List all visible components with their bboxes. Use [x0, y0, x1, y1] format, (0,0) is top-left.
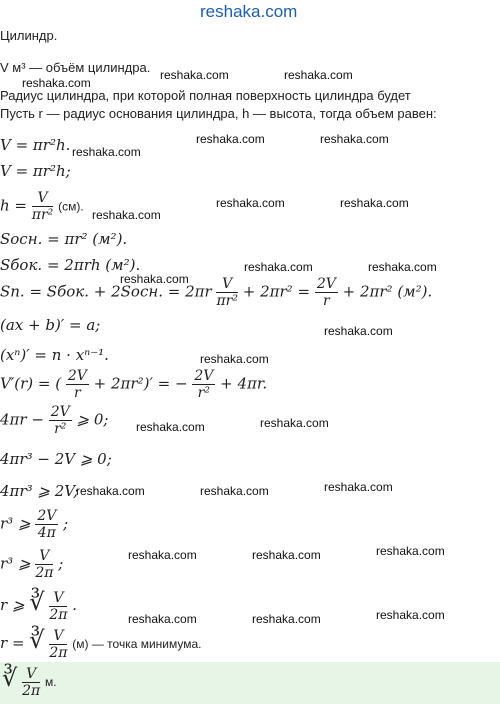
- formula-part: r³ ⩾: [0, 554, 31, 573]
- denominator: r: [322, 293, 330, 309]
- denominator: 2π: [49, 606, 68, 623]
- numerator: V: [35, 548, 53, 565]
- fraction: [49, 628, 67, 661]
- watermark: reshaka.com: [324, 324, 393, 338]
- fraction: [216, 276, 238, 309]
- formula-base-area: Sосн. = πr² (м²).: [0, 230, 128, 248]
- watermark: reshaka.com: [376, 608, 445, 622]
- inequality-5: [0, 548, 63, 581]
- minimum-note: (м) — точка минимума.: [72, 637, 202, 651]
- watermark: reshaka.com: [120, 272, 189, 286]
- answer: [2, 664, 57, 699]
- let-text: Пусть r — радиус основания цилиндра, h — высота, тогда объем равен:: [0, 106, 437, 121]
- formula-volume-repeat: V = πr²h;: [0, 162, 71, 180]
- watermark: reshaka.com: [368, 260, 437, 274]
- formula-part: 4πr −: [0, 410, 44, 429]
- fraction: [22, 666, 40, 699]
- denominator: 2π: [49, 644, 68, 661]
- numerator: 2V: [67, 368, 87, 384]
- fraction: [35, 548, 53, 581]
- formula-part: Sп. = Sбок. + 2Sосн. = 2πr: [0, 282, 212, 301]
- numerator: 2V: [316, 276, 336, 292]
- watermark: reshaka.com: [260, 416, 329, 430]
- formula-part: ⩾ 0;: [76, 410, 109, 429]
- denominator: r²: [54, 421, 67, 437]
- cube-root-sign: ∛: [29, 588, 45, 616]
- formula-part: r ⩾: [0, 596, 25, 614]
- watermark: reshaka.com: [244, 260, 313, 274]
- formula-side-area: Sбок. = 2πrh (м²).: [0, 256, 141, 274]
- formula-part: + 2πr² =: [242, 282, 311, 301]
- watermark: reshaka.com: [22, 76, 91, 90]
- fraction: [35, 508, 58, 541]
- formula-part: + 2πr²)′ = −: [93, 374, 188, 393]
- formula-lhs: h =: [0, 196, 27, 215]
- formula-v-derivative: [0, 368, 267, 401]
- formula-part: r³ ⩾: [0, 514, 31, 533]
- fraction: [66, 368, 89, 401]
- denominator: πr²: [216, 293, 238, 309]
- watermark: reshaka.com: [160, 68, 229, 82]
- denominator: 2π: [35, 565, 54, 581]
- minimum-point: [0, 626, 202, 661]
- inequality-6: [0, 588, 77, 623]
- numerator: 2V: [194, 368, 214, 384]
- formula-part: ;: [58, 554, 64, 573]
- numerator: V: [22, 666, 40, 683]
- inequality-4: [0, 508, 68, 541]
- denominator: 4π: [37, 525, 56, 541]
- cube-root-sign: ∛: [29, 626, 45, 654]
- inequality-2: 4πr³ − 2V ⩾ 0;: [0, 450, 112, 468]
- formula-full-area: [0, 276, 432, 309]
- formula-part: r =: [0, 634, 25, 652]
- watermark: reshaka.com: [136, 420, 205, 434]
- numerator: V: [49, 628, 67, 645]
- watermark: reshaka.com: [200, 484, 269, 498]
- cube-root-sign: ∛: [2, 664, 18, 692]
- watermark: reshaka.com: [128, 548, 197, 562]
- watermark: reshaka.com: [200, 352, 269, 366]
- denominator: r²: [197, 385, 210, 401]
- watermark: reshaka.com: [76, 484, 145, 498]
- formula-power-derivative: (xⁿ)′ = n · xⁿ⁻¹.: [0, 346, 109, 364]
- watermark: reshaka.com: [92, 208, 161, 222]
- denominator: πr²: [31, 207, 54, 223]
- watermark: reshaka.com: [340, 196, 409, 210]
- unit: (см).: [58, 199, 84, 214]
- inequality-3: 4πr³ ⩾ 2V;: [0, 482, 79, 500]
- given-text: V м³ — объём цилиндра.: [0, 60, 151, 75]
- watermark: reshaka.com: [376, 544, 445, 558]
- formula-height: [0, 190, 84, 223]
- numerator: V: [216, 276, 238, 293]
- formula-part: + 2πr² (м²).: [342, 282, 433, 301]
- watermark: reshaka.com: [252, 548, 321, 562]
- fraction: [192, 368, 215, 401]
- formula-linear-derivative: (ax + b)′ = a;: [0, 316, 101, 334]
- numerator: 2V: [37, 508, 57, 524]
- formula-part: + 4πr.: [220, 374, 268, 393]
- fraction: [315, 276, 338, 309]
- numerator: V: [32, 190, 54, 207]
- watermark: reshaka.com: [72, 145, 141, 159]
- inequality-1: [0, 404, 108, 437]
- site-watermark-top: reshaka.com: [200, 2, 298, 21]
- answer-unit: м.: [44, 675, 57, 689]
- formula-part: ;: [63, 514, 69, 533]
- task-text: Радиус цилиндра, при которой полная поверхность цилиндра будет: [0, 88, 411, 103]
- section-title: Цилиндр.: [0, 28, 58, 43]
- answer-box: [0, 662, 500, 704]
- numerator: 2V: [50, 404, 70, 420]
- numerator: V: [49, 590, 67, 607]
- fraction: [49, 590, 67, 623]
- formula-part: .: [72, 596, 78, 614]
- watermark: reshaka.com: [216, 196, 285, 210]
- watermark: reshaka.com: [324, 480, 393, 494]
- denominator: r: [74, 385, 81, 401]
- watermark: reshaka.com: [284, 68, 353, 82]
- denominator: 2π: [22, 682, 41, 699]
- fraction: [49, 404, 72, 437]
- watermark: reshaka.com: [252, 612, 321, 626]
- watermark: reshaka.com: [320, 132, 389, 146]
- formula-volume: V = πr²h.: [0, 136, 71, 154]
- watermark: reshaka.com: [196, 132, 265, 146]
- formula-part: V′(r) = (: [0, 374, 62, 393]
- fraction: [32, 190, 54, 223]
- watermark: reshaka.com: [128, 612, 197, 626]
